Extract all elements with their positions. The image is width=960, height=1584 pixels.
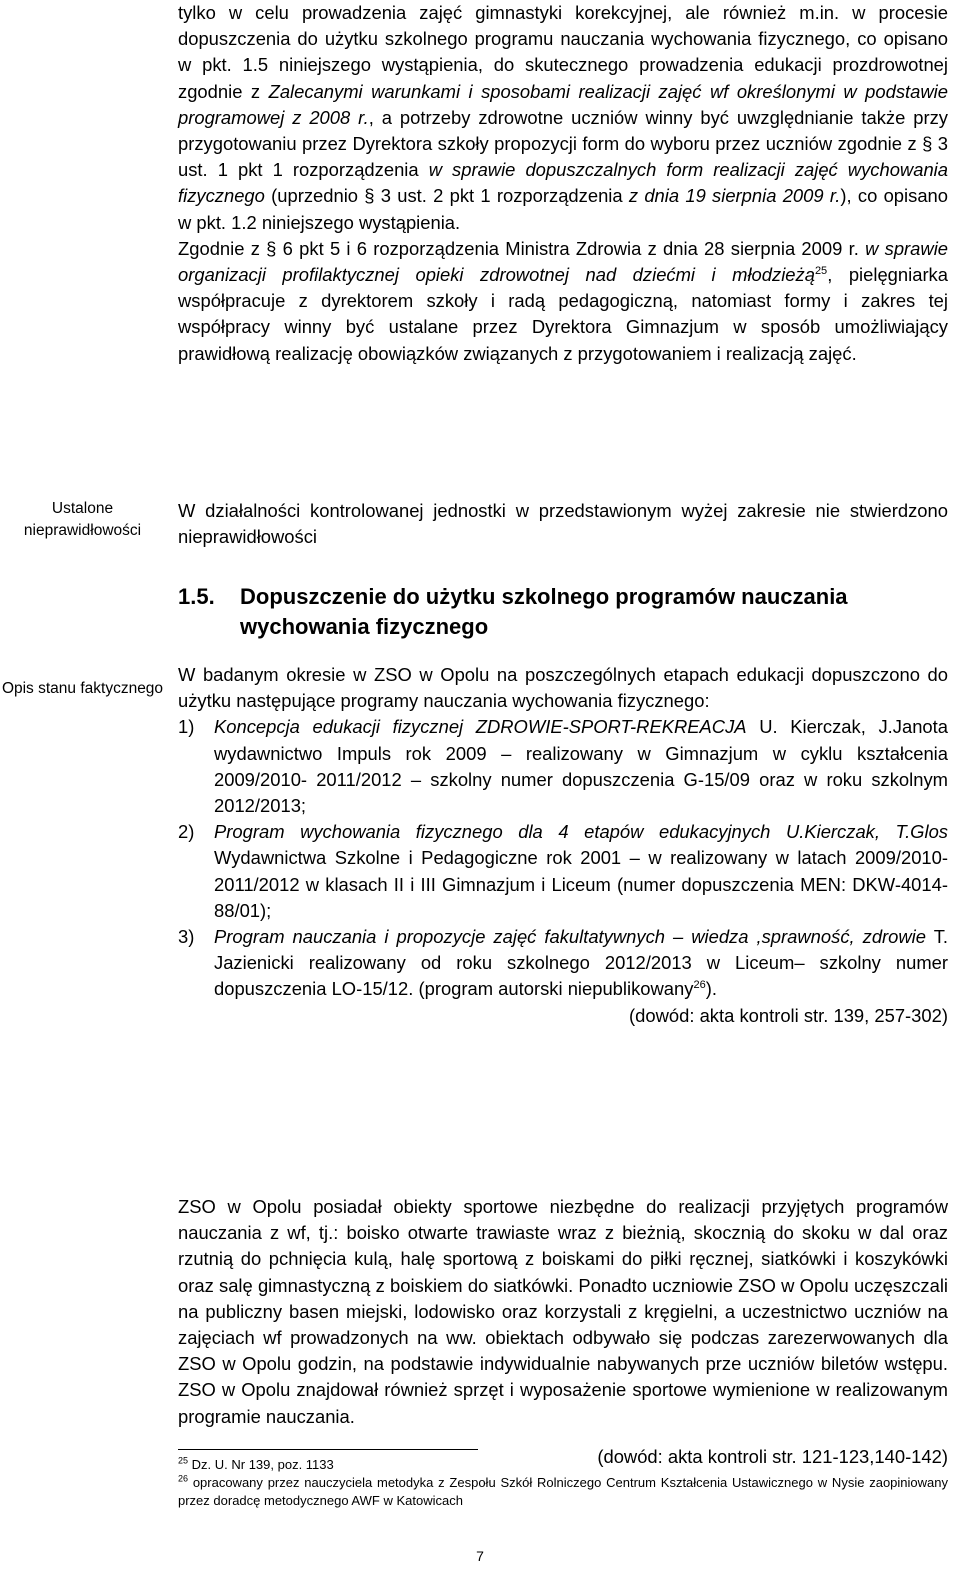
- evidence-reference: (dowód: akta kontroli str. 139, 257-302): [629, 1004, 948, 1026]
- intro-continuation: [178, 0, 948, 367]
- footnote-ref-25[interactable]: 25: [814, 264, 828, 277]
- section-heading: [178, 582, 948, 642]
- facilities-text: ZSO w Opolu posiadał obiekty sportowe niezbędne do realizacji przyjętych programów nauczania z wf, tj.: boisko otwarte trawiaste wraz z bieżnią, skocznią do skoku w dal oraz rzutnią do pchnięcia kulą, halę sportową z boiskami do piłki ręcznej, siatkówki i koszykówki oraz salę gimnastyczną z boiskiem do siatkówki. Ponadto uczniowie ZSO w Opolu uczęszczali na publiczny basen miejski, lodowisko oraz korzystali z kręgielni, a uczestnictwo uczniów na zajęciach wf prowadzonych na ww. obiektach odbywało się podczas zarezerwowanych dla ZSO w Opolu godzin, na podstawie indywidualnie nabywanych prze uczniów biletów wstępu. ZSO w Opolu znajdował również sprzęt i wyposażenie sportowe wymienione w realizowanym programie nauczania.: [178, 1196, 948, 1427]
- findings-text: W działalności kontrolowanej jednostki w przedstawionym wyżej zakresie nie stwierdzono nieprawidłowości: [178, 500, 948, 548]
- section-title-line2: wychowania fizycznego: [240, 614, 489, 639]
- section-number: 1.5.: [178, 584, 215, 609]
- footnote-25: $^{25}$ Dz. U. Nr 139, poz. 1133: [178, 1455, 334, 1472]
- sidebar-label-facts: Opis stanu faktycznego: [1, 680, 164, 697]
- paragraph-nurse-cooperation: Zgodnie z § 6 pkt 5 i 6 rozporządzenia Ministra Zdrowia z dnia 28 sierpnia 2009 r. w sprawie organizacji profilaktycznej opieki zdrowotnej nad dziećmi i młodzieżą$^{25}$, pielęgniarka współpracuje z dyrektorem szkoły i radą pedagogiczną, natomiast formy i zakres tej współpracy winny być ustalane przez Dyrektora Gimnazjum w sposób umożliwiający prawidłową realizację obowiązków związanych z przygotowaniem i realizacją zajęć.: [178, 237, 949, 364]
- page-number: 7: [476, 1548, 484, 1564]
- evidence-reference: (dowód: akta kontroli str. 121-123,140-142): [597, 1445, 948, 1467]
- footnote-26: $^{26}$ opracowany przez nauczyciela metodyka z Zespołu Szkół Rolniczego Centrum Kształcenia Ustawicznego w Nysie zaopiniowany przez doradcę metodycznego AWF w Katowicach: [178, 1473, 948, 1508]
- footnote-divider: [178, 1449, 478, 1450]
- list-item: 2) Program wychowania fizycznego dla 4 etapów edukacyjnych U.Kierczak, T.Glos Wydawnictwa Szkolne i Pedagogiczne rok 2001 – w realizowany w latach 2009/2010-2011/2012 w klasach II i III Gimnazjum i Liceum (numer dopuszczenia MEN: DKW-4014-88/01);: [178, 821, 948, 921]
- list-item: 1) Koncepcja edukacji fizycznej ZDROWIE-SPORT-REKREACJA U. Kierczak, J.Janota wydawnictwo Impuls rok 2009 – realizowany w Gimnazjum w cyklu kształcenia 2009/2010- 2011/2012 – szkolny numer dopuszczenia G-15/09 oraz w roku szkolnym 2012/2013;: [178, 716, 948, 817]
- facilities-paragraph: [178, 1194, 948, 1470]
- section-title-line1: Dopuszczenie do użytku szkolnego programów nauczania: [240, 584, 848, 609]
- sidebar-label-findings: Ustalone nieprawidłowości: [23, 500, 142, 539]
- footnotes: [178, 1456, 948, 1510]
- programs-list: [178, 714, 948, 1002]
- programs-block: [178, 662, 948, 1029]
- list-item: 3) Program nauczania i propozycje zajęć fakultatywnych – wiedza ,sprawność, zdrowie T. Jazienicki realizowany od roku szkolnego 2012/2013 w Liceum– szkolny numer dopuszczenia LO-15/12. (program autorski niepublikowany$^{26}$).: [178, 926, 948, 1000]
- paragraph-continuation: tylko w celu prowadzenia zajęć gimnastyki korekcyjnej, ale również m.in. w procesie dopuszczenia do użytku szkolnego programu nauczania wychowania fizycznego, co opisano w pkt. 1.5 niniejszego wystąpienia, do skutecznego prowadzenia edukacji prozdrowotnej zgodnie z Zalecanymi warunkami i sposobami realizacji zajęć wf określonymi w podstawie programowej z 2008 r., a potrzeby zdrowotne uczniów winny być uwzględnianie także przy przygotowaniu przez Dyrektora szkoły propozycji form do wyboru przez uczniów zgodnie z § 3 ust. 1 pkt 1 rozporządzenia w sprawie dopuszczalnych form realizacji zajęć wychowania fizycznego (uprzednio § 3 ust. 2 pkt 1 rozporządzenia z dnia 19 sierpnia 2009 r.), co opisano w pkt. 1.2 niniejszego wystąpienia.: [178, 2, 949, 233]
- programs-intro: W badanym okresie w ZSO w Opolu na poszczególnych etapach edukacji dopuszczono do użytku następujące programy nauczania wychowania fizycznego:: [178, 664, 948, 712]
- footnote-ref-26[interactable]: 26: [693, 979, 706, 992]
